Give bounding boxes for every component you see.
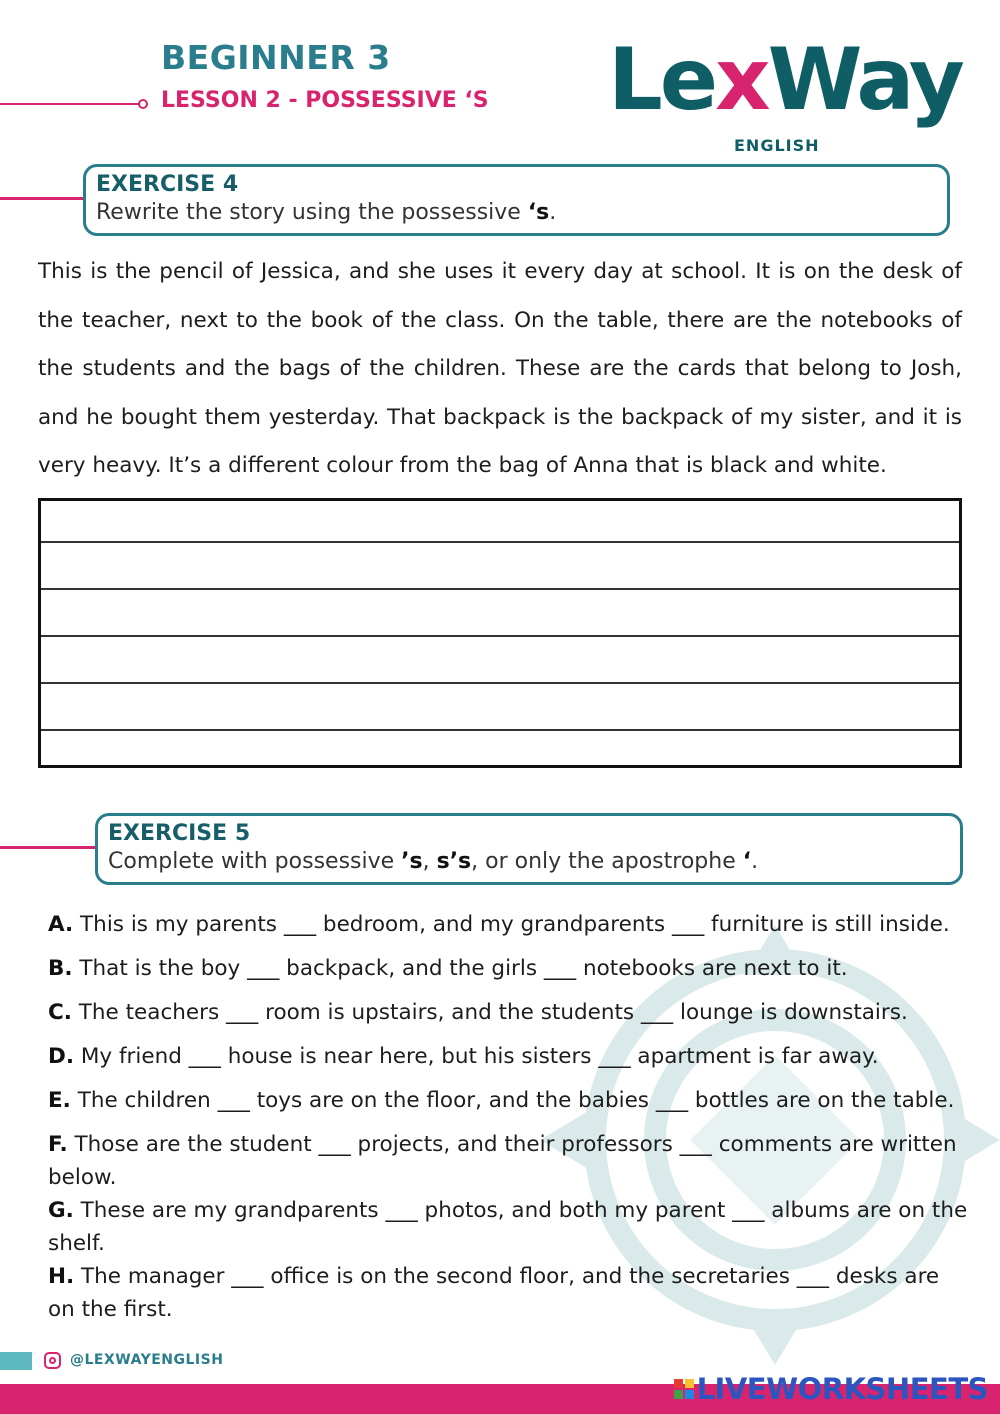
- exercise5-decor-line: [0, 846, 100, 849]
- exercise4-instruction-text: Rewrite the story using the possessive: [96, 200, 528, 225]
- item-text[interactable]: Those are the student ___ projects, and their professors ___ comments are written below.: [48, 1132, 957, 1190]
- footer-decor-block: [0, 1352, 32, 1370]
- item-text[interactable]: The teachers ___ room is upstairs, and the students ___ lounge is downstairs.: [71, 1000, 908, 1025]
- list-item: [48, 1128, 968, 1194]
- exercise4-instruction-bold: ‘s: [527, 200, 550, 225]
- exercise5-title: EXERCISE 5: [108, 821, 251, 846]
- exercise4-title: EXERCISE 4: [96, 172, 239, 197]
- exercise5-option-s: ’s: [401, 849, 423, 874]
- item-text[interactable]: The children ___ toys are on the floor, and the babies ___ bottles are on the table.: [70, 1088, 955, 1113]
- exercise5-items: [48, 908, 968, 1326]
- lexway-logo: [608, 30, 963, 158]
- logo-wordmark: [608, 30, 962, 130]
- item-letter: H.: [48, 1264, 75, 1289]
- story-paragraph: This is the pencil of Jessica, and she uses it every day at school. It is on the desk of the teacher, next to the book of the class. On the table, there are the notebooks of the students and the bags of the children. These are the cards that belong to Josh, and he bought them yesterday. That backpack is the backpack of my sister, and it is very heavy. It’s a different colour from the bag of Anna that is black and white.: [38, 259, 962, 478]
- liveworksheets-logo-icon: [674, 1379, 694, 1399]
- exercise4-decor-line: [0, 197, 88, 200]
- social-handle[interactable]: @LEXWAYENGLISH: [70, 1352, 224, 1368]
- item-text[interactable]: That is the boy ___ backpack, and the girls ___ notebooks are next to it.: [72, 956, 848, 981]
- answer-line[interactable]: [41, 501, 959, 541]
- exercise5-option-apostrophe: ‘: [742, 849, 752, 874]
- liveworksheets-text: LIVEWORKSHEETS: [696, 1372, 988, 1406]
- exercise5-instruction-mid: , or only the apostrophe: [471, 849, 743, 874]
- header-decor-dot: [138, 99, 148, 109]
- item-letter: E.: [48, 1088, 71, 1113]
- list-item: [48, 1260, 968, 1326]
- list-item: [48, 1084, 968, 1117]
- list-item: [48, 952, 968, 985]
- header-decor-line: [0, 103, 140, 105]
- exercise4-instruction-end: .: [549, 200, 557, 225]
- item-letter: C.: [48, 1000, 72, 1025]
- list-item: [48, 908, 968, 941]
- exercise5-instruction: [108, 848, 950, 876]
- liveworksheets-brand[interactable]: [674, 1372, 988, 1406]
- exercise5-instruction-end: .: [751, 849, 759, 874]
- answer-line[interactable]: [41, 588, 959, 635]
- answer-lines: [38, 498, 962, 768]
- item-letter: F.: [48, 1132, 68, 1157]
- exercise5-instruction-text: Complete with possessive: [108, 849, 402, 874]
- exercise5-option-ss: s’s: [436, 849, 472, 874]
- exercise4-header: [83, 164, 950, 236]
- exercise5-separator: ,: [422, 849, 437, 874]
- item-text[interactable]: My friend ___ house is near here, but his sisters ___ apartment is far away.: [74, 1044, 879, 1069]
- lesson-title: LESSON 2 - POSSESSIVE ‘S: [161, 88, 489, 113]
- answer-line[interactable]: [41, 729, 959, 769]
- item-text[interactable]: This is my parents ___ bedroom, and my grandparents ___ furniture is still inside.: [73, 912, 950, 937]
- answer-line[interactable]: [41, 635, 959, 682]
- level-title: BEGINNER 3: [161, 38, 391, 77]
- logo-subtitle: ENGLISH: [734, 136, 820, 155]
- item-text[interactable]: The manager ___ office is on the second floor, and the secretaries ___ desks are on the first.: [48, 1264, 940, 1322]
- list-item: [48, 996, 968, 1029]
- item-letter: B.: [48, 956, 73, 981]
- logo-part2: Way: [767, 30, 962, 130]
- list-item: [48, 1194, 968, 1260]
- item-letter: G.: [48, 1198, 74, 1223]
- answer-line[interactable]: [41, 541, 959, 588]
- logo-accent: x: [715, 30, 768, 130]
- item-letter: A.: [48, 912, 74, 937]
- exercise4-instruction: [96, 199, 937, 227]
- item-letter: D.: [48, 1044, 75, 1069]
- logo-part1: Le: [608, 30, 716, 130]
- list-item: [48, 1040, 968, 1073]
- exercise5-header: [95, 813, 963, 885]
- item-text[interactable]: These are my grandparents ___ photos, and both my parent ___ albums are on the shelf.: [48, 1198, 968, 1256]
- answer-line[interactable]: [41, 682, 959, 729]
- instagram-icon: [44, 1352, 61, 1369]
